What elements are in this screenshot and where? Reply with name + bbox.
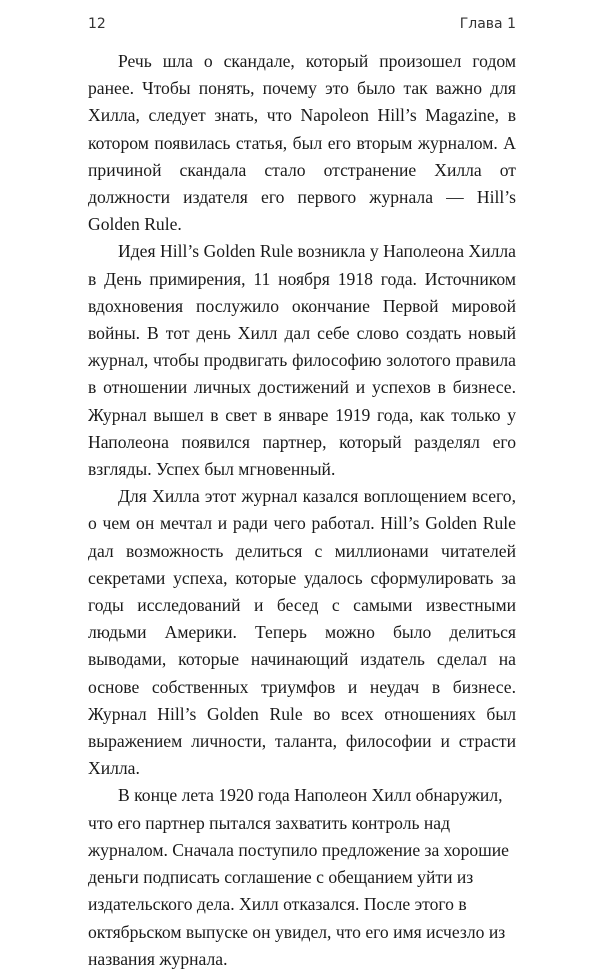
paragraph-4: В конце лета 1920 года Наполеон Хилл обнаружил, что его партнер пытался захватить контроль над журналом. Сначала поступило предложение за хорошие деньги подписать соглашение с обещанием уйти из издательского дела. Хилл отказался. После этого в октябрьском выпуске он увидел, что его имя исчезло из названия журнала.	[88, 785, 509, 969]
page-number: 12	[88, 16, 106, 32]
paragraph-1: Речь шла о скандале, который произошел годом ранее. Чтобы понять, почему это было так важно для Хилла, следует знать, что Napoleon Hill’s Magazine, в котором появилась статья, был его вторым журналом. А причиной скандала стало отстранение Хилла от должности издателя его первого журнала — Hill’s Golden Rule.	[88, 51, 516, 235]
paragraph-2: Идея Hill’s Golden Rule возникла у Наполеона Хилла в День примирения, 11 ноября 1918 года. Источником вдохновения послужило окончание Первой мировой войны. В тот день Хилл дал себе слово создать новый журнал, чтобы продвигать философию золотого правила в отношении личных достижений и успехов в бизнесе. Журнал вышел в свет в январе 1919 года, как только у Наполеона появился партнер, который разделял его взгляды. Успех был мгновенный.	[88, 241, 516, 480]
chapter-label: Глава 1	[459, 16, 516, 32]
body-text	[88, 48, 516, 973]
running-head	[88, 16, 516, 36]
paragraph-3: Для Хилла этот журнал казался воплощением всего, о чем он мечтал и ради чего работал. Hill’s Golden Rule дал возможность делиться с миллионами читателей секретами успеха, которые удалось сформулировать за годы исследований и бесед с самыми известными людьми Америки. Теперь можно было делиться выводами, которые начинающий издатель сделал на основе собственных триумфов и неудач в бизнесе. Журнал Hill’s Golden Rule во всех отношениях был выражением личности, таланта, философии и страсти Хилла.	[88, 486, 516, 779]
